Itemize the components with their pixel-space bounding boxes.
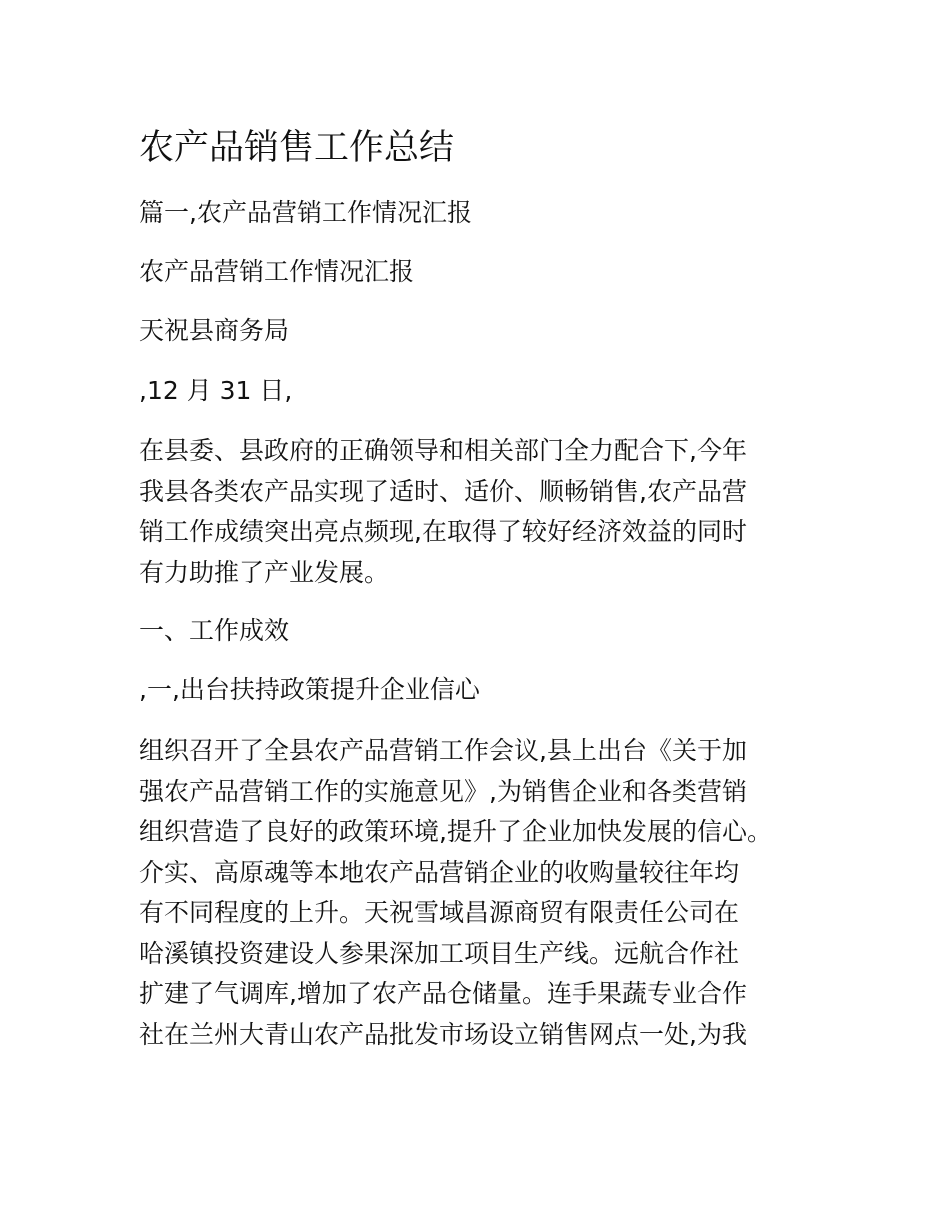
- body-line: 扩建了气调库,增加了农产品仓储量。连手果蔬专业合作: [139, 979, 747, 1008]
- body-line: 组织营造了良好的政策环境,提升了企业加快发展的信心。: [139, 817, 772, 846]
- body-line: 有不同程度的上升。天祝雪域昌源商贸有限责任公司在: [139, 898, 740, 927]
- document-title: 农产品销售工作总结: [139, 128, 455, 168]
- intro-line: 有力助推了产业发展。: [139, 557, 390, 587]
- body-line: 社在兰州大青山农产品批发市场设立销售网点一处,为我: [139, 1019, 747, 1049]
- body-line: 介实、高原魂等本地农产品营销企业的收购量较往年均: [139, 857, 740, 887]
- organization-name: 天祝县商务局: [139, 316, 290, 345]
- body-line: 哈溪镇投资建设人参果深加工项目生产线。远航合作社: [139, 938, 740, 968]
- intro-paragraph: [139, 431, 819, 593]
- intro-line: 在县委、县政府的正确领导和相关部门全力配合下,今年: [139, 436, 747, 465]
- intro-line: 我县各类农产品实现了适时、适价、顺畅销售,农产品营: [139, 476, 747, 506]
- intro-line: 销工作成绩突出亮点频现,在取得了较好经济效益的同时: [139, 517, 747, 546]
- section-heading: 一、工作成效: [139, 616, 290, 645]
- body-line: 强农产品营销工作的实施意见》,为销售企业和各类营销: [139, 776, 747, 806]
- subsection-heading: ,一,出台扶持政策提升企业信心: [139, 675, 480, 704]
- body-line: 组织召开了全县农产品营销工作会议,县上出台《关于加: [139, 736, 747, 765]
- report-title: 农产品营销工作情况汇报: [139, 257, 415, 286]
- chapter-heading: 篇一,农产品营销工作情况汇报: [139, 198, 472, 227]
- body-paragraph: [139, 731, 819, 1055]
- report-date: ,12 月 31 日,: [139, 376, 293, 405]
